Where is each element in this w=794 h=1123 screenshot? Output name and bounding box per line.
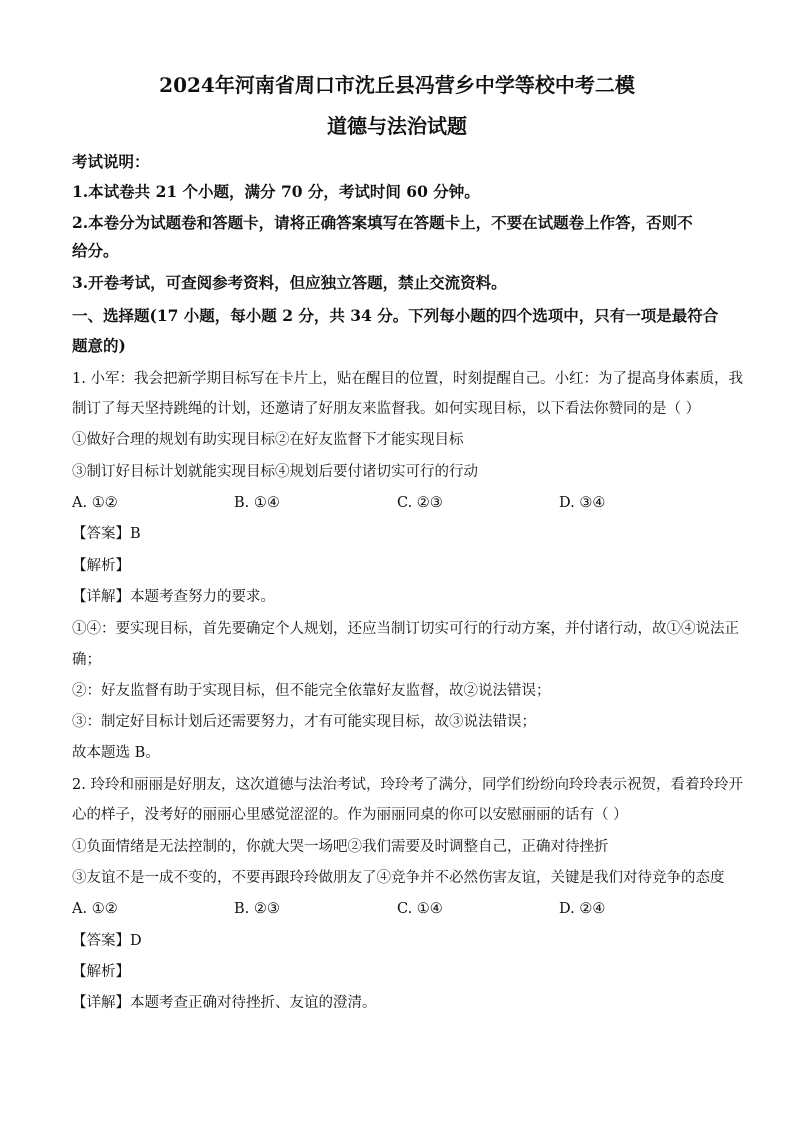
option-d: D. ③④ — [559, 495, 606, 511]
detail-line: 【详解】本题考查正确对待挫折、友谊的澄清。 — [72, 995, 377, 1011]
analysis-label: 【解析】 — [72, 964, 130, 980]
question-stem: 1. 小军：我会把新学期目标写在卡片上，贴在醒目的位置，时刻提醒自己。小红：为了提高身体素质，我 — [72, 371, 743, 387]
detail-line: ①④：要实现目标，首先要确定个人规划，还应当制订切实可行的行动方案，并付诸行动，故①④说法正 — [72, 621, 739, 637]
option-row — [72, 899, 732, 919]
detail-line: ②：好友监督有助于实现目标，但不能完全依靠好友监督，故②说法错误； — [72, 683, 551, 699]
analysis-label: 【解析】 — [72, 558, 130, 574]
detail-line: 确； — [72, 652, 101, 668]
instruction-item: 2.本卷分为试题卷和答题卡，请将正确答案填写在答题卡上，不要在试题卷上作答，否则不 — [72, 213, 693, 232]
exam-subtitle: 道德与法治试题 — [327, 114, 467, 138]
answer-label: 【答案】B — [72, 526, 141, 542]
instructions-heading: 考试说明： — [72, 152, 150, 171]
question-stem: 心的样子，没考好的丽丽心里感觉涩涩的。作为丽丽同桌的你可以安慰丽丽的话有（ ） — [72, 807, 628, 823]
option-a: A. ①② — [72, 901, 118, 917]
detail-line: ③：制定好目标计划后还需要努力，才有可能实现目标，故③说法错误； — [72, 714, 536, 730]
question-statement: ①做好合理的规划有助实现目标②在好友监督下才能实现目标 — [72, 432, 464, 448]
exam-title: 2024年河南省周口市沈丘县冯营乡中学等校中考二模 — [159, 73, 635, 97]
question-statement: ③制订好目标计划就能实现目标④规划后要付诸切实可行的行动 — [72, 464, 478, 480]
option-row — [72, 493, 732, 513]
question-statement: ③友谊不是一成不变的，不要再跟玲玲做朋友了④竞争并不必然伤害友谊，关键是我们对待竞争的态度 — [72, 870, 725, 886]
option-c: C. ②③ — [397, 495, 443, 511]
instruction-item: 1.本试卷共 21 个小题，满分 70 分，考试时间 60 分钟。 — [72, 182, 480, 201]
option-b: B. ①④ — [234, 495, 280, 511]
instruction-item: 给分。 — [72, 241, 119, 260]
option-c: C. ①④ — [397, 901, 443, 917]
question-stem: 2. 玲玲和丽丽是好朋友，这次道德与法治考试，玲玲考了满分，同学们纷纷向玲玲表示祝贺，看着玲玲开 — [72, 777, 743, 793]
option-b: B. ②③ — [234, 901, 280, 917]
answer-label: 【答案】D — [72, 933, 142, 949]
question-stem: 制订了每天坚持跳绳的计划，还邀请了好朋友来监督我。如何实现目标，以下看法你赞同的是（ ） — [72, 401, 701, 417]
detail-line: 故本题选 B。 — [72, 745, 160, 761]
question-statement: ①负面情绪是无法控制的，你就大哭一场吧②我们需要及时调整自己，正确对待挫折 — [72, 839, 609, 855]
section-heading-cont: 题意的) — [72, 336, 126, 355]
option-a: A. ①② — [72, 495, 118, 511]
instruction-item: 3.开卷考试，可查阅参考资料，但应独立答题，禁止交流资料。 — [72, 273, 507, 292]
section-heading: 一、选择题(17 小题，每小题 2 分，共 34 分。下列每小题的四个选项中，只有一项是最符合 — [72, 306, 719, 325]
option-d: D. ②④ — [559, 901, 606, 917]
detail-line: 【详解】本题考查努力的要求。 — [72, 589, 275, 605]
